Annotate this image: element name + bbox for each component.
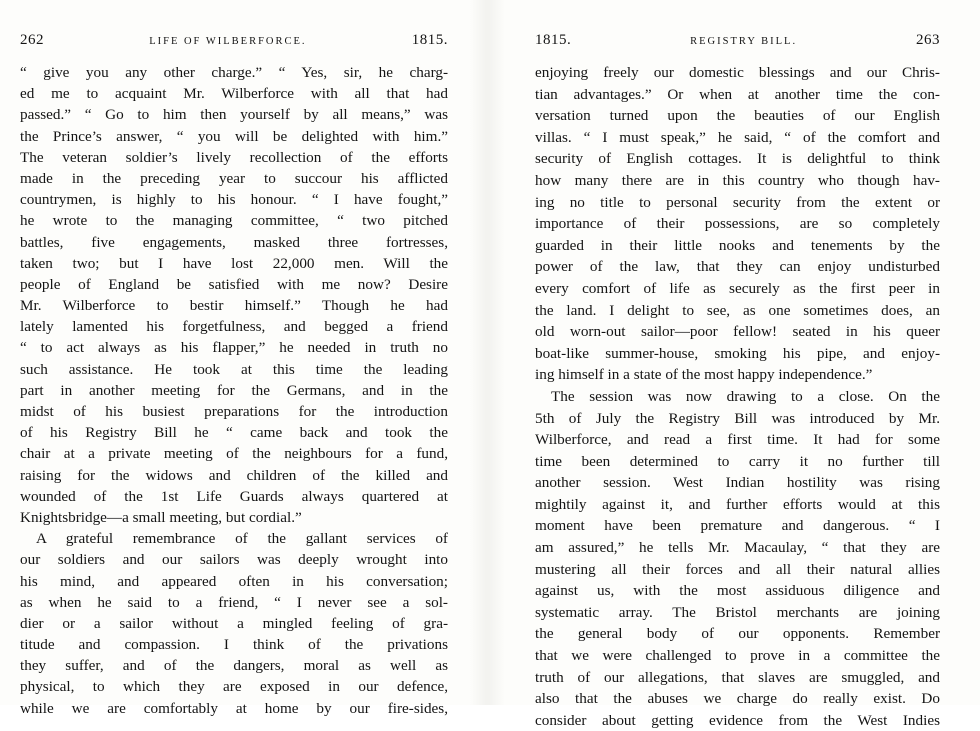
text-line: “ give you any other charge.” “ Yes, sir, he charg- [20,64,448,81]
right-page-number: 263 [915,32,940,48]
text-line: am assured,” he tells Mr. Macaulay, “ that they are [535,539,940,557]
text-line: of his Registry Bill he “ came back and took the [20,424,448,442]
text-line: truth of our allegations, that slaves are smuggled, and [535,668,940,686]
text-line: such assistance. He took at this time the leading [20,360,448,378]
text-line: systematic array. The Bristol merchants are joining [535,603,940,621]
left-year: 1815. [411,32,448,48]
text-line: midst of his busiest preparations for the introduction [20,403,448,420]
text-line: raising for the widows and children of the killed and [20,466,448,484]
text-line: against us, with the most assiduous diligence and [535,582,940,600]
left-page-number: 262 [20,32,44,48]
text-line: moment have been premature and dangerous. “ I [535,517,940,535]
text-line: versation turned upon the beauties of our English [535,107,940,125]
right-body-text [535,62,940,731]
text-line: physical, to which they are exposed in our defence, [20,678,448,696]
text-line: how many there are in this country who though hav- [535,171,940,189]
text-line: titude and compassion. I think of the privations [20,636,448,654]
text-line: ed me to acquaint Mr. Wilberforce with all that had [20,85,448,103]
text-line: as when he said to a friend, “ I never see a sol- [20,593,448,611]
text-line: old worn-out sailor—poor fellow! seated in his queer [535,323,940,341]
text-line: power of the law, that they can enjoy undisturbed [535,258,940,276]
text-line: Knightsbridge—a small meeting, but cordial.” [20,508,302,526]
text-line: the Prince’s answer, “ you will be delighted with him.” [20,127,448,145]
text-line: part in another meeting for the Germans, and in the [20,381,448,399]
text-line: security of English cottages. It is delightful to think [535,150,940,168]
text-line: consider about getting evidence from the West Indies [535,711,940,729]
text-line: he wrote to the managing committee, “ two pitched [20,212,448,230]
text-line: ing himself in a state of the most happy independence.” [535,366,873,384]
text-line: passed.” “ Go to him then yourself by all means,” was [20,106,448,124]
right-page [505,0,980,729]
text-line: mightily against it, and further efforts would at this [535,495,940,513]
text-line: the land. I delight to see, as one sometimes does, an [535,301,940,319]
text-line: taken two; but I have lost 22,000 men. Will the [20,254,448,272]
text-line: they suffer, and of the dangers, moral as well as [20,657,448,675]
text-line: tian advantages.” Or when at another time the con- [535,85,940,103]
text-line: Wilberforce, and read a first time. It had for some [535,431,940,449]
left-running-title: LIFE OF WILBERFORCE. [149,36,307,47]
left-body-text [20,62,448,719]
left-page [0,0,470,717]
text-line: while we are comfortably at home by our fire-sides, [20,699,448,717]
text-line: chair at a private meeting of the neighbours for a fund, [20,445,448,463]
text-line: ing no title to personal security from the extent or [535,193,940,211]
text-line: our soldiers and our sailors was deeply wrought into [20,551,448,569]
text-line: mustering all their forces and all their natural allies [535,560,940,578]
text-line: people of England be satisfied with me now? Desire [20,275,448,293]
text-line: 5th of July the Registry Bill was introduced by Mr. [535,409,940,427]
text-line: importance of their possessions, are so completely [535,215,940,233]
text-line: A grateful remembrance of the gallant services of [36,530,448,548]
text-line: also that the abuses we charge do really exist. Do [535,690,940,708]
text-line: every comfort of life as securely as the first peer in [535,279,940,297]
text-line: made in the preceding year to succour his afflicted [20,169,448,187]
text-line: another session. West Indian hostility was rising [535,474,940,492]
text-line: his mind, and appeared often in his conversation; [20,572,448,590]
right-running-title: REGISTRY BILL. [690,36,798,47]
text-line: The veteran soldier’s lively recollection of the efforts [20,148,448,166]
text-line: time been determined to carry it no further till [535,452,940,470]
text-line: that we were challenged to prove in a committee the [535,647,940,665]
text-line: battles, five engagements, masked three fortresses, [20,233,448,251]
right-year: 1815. [535,32,572,48]
text-line: wounded of the 1st Life Guards always quartered at [20,487,448,505]
book-gutter [470,0,505,705]
text-line: countrymen, is highly to his honour. “ I have fought,” [20,191,448,209]
text-line: The session was now drawing to a close. On the [551,387,940,405]
text-line: lately lamented his forgetfulness, and begged a friend [20,318,448,336]
text-line: dier or a sailor without a mingled feeling of gra- [20,614,448,632]
text-line: enjoying freely our domestic blessings and our Chris- [535,64,940,81]
text-line: guarded in their little nooks and tenements by the [535,236,940,254]
text-line: boat-like summer-house, smoking his pipe, and enjoy- [535,344,940,362]
left-running-head [20,32,448,58]
text-line: “ to act always as his flapper,” he needed in truth no [20,339,448,357]
text-line: the general body of our opponents. Remember [535,625,940,643]
text-line: Mr. Wilberforce to bestir himself.” Though he had [20,297,448,315]
right-running-head [535,32,940,58]
text-line: villas. “ I must speak,” he said, “ of the comfort and [535,128,940,146]
